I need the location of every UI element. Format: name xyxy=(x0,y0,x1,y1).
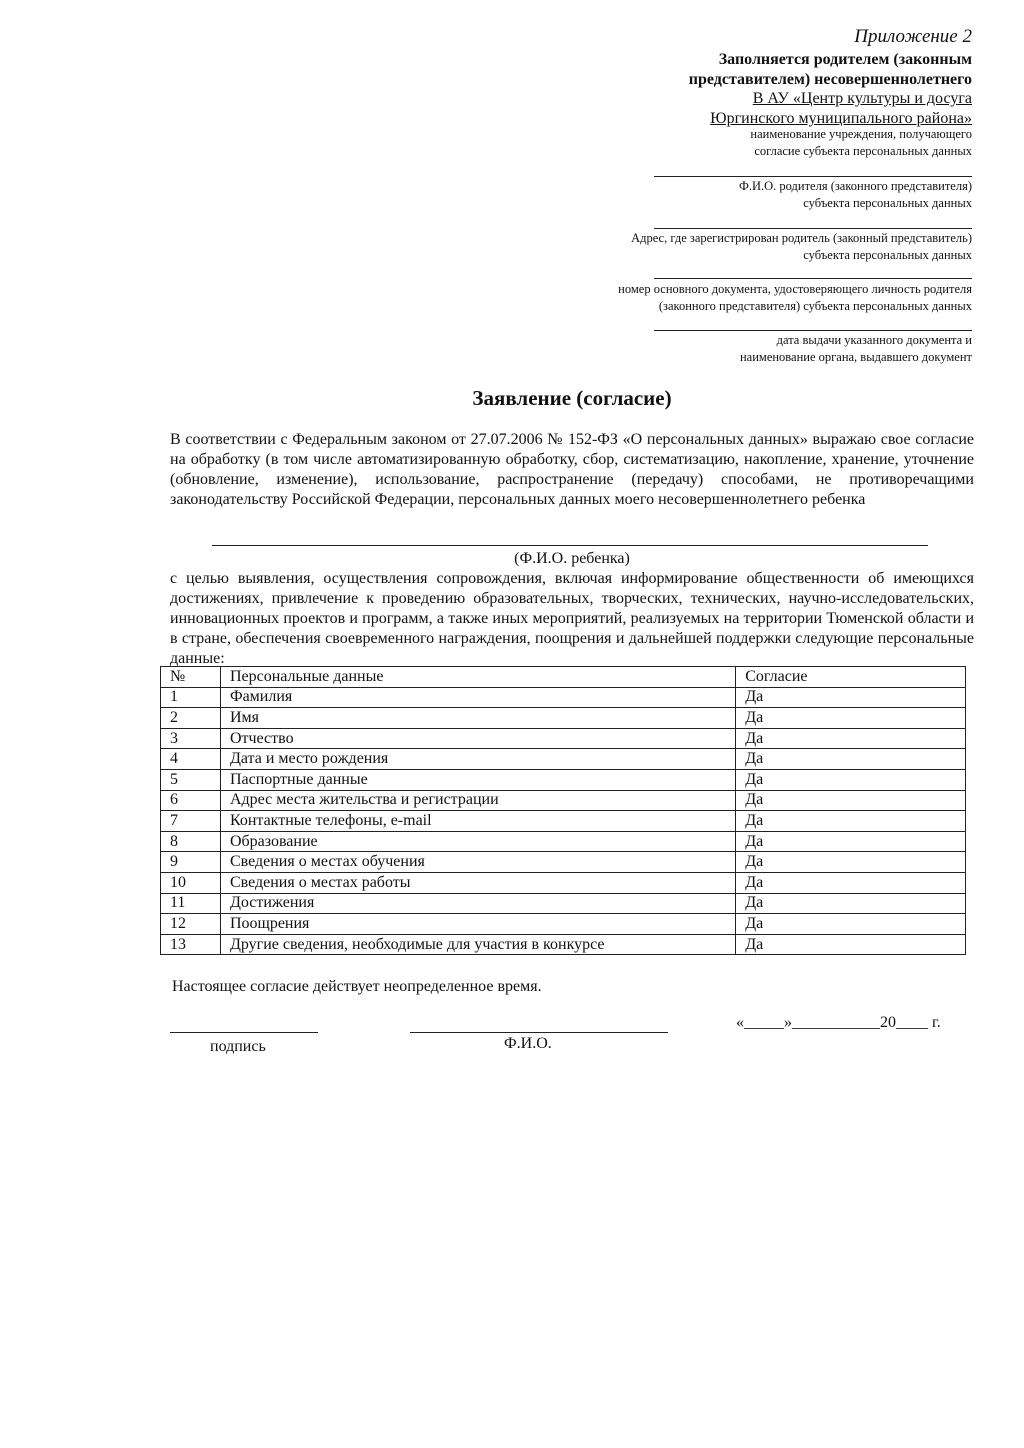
table-row xyxy=(161,934,966,955)
date-field: «_____»___________20____ г. xyxy=(736,1014,941,1031)
row-consent: Да xyxy=(736,749,966,770)
institution-caption-line-1: наименование учреждения, получающего xyxy=(750,127,972,141)
fill-by-line-2: представителем) несовершеннолетнего xyxy=(688,71,972,88)
row-number: 7 xyxy=(161,811,221,832)
row-number: 3 xyxy=(161,728,221,749)
table-row xyxy=(161,872,966,893)
table-row xyxy=(161,749,966,770)
address-caption-line-1: Адрес, где зарегистрирован родитель (законный представитель) xyxy=(631,231,972,245)
full-name-caption: Ф.И.О. xyxy=(504,1035,552,1052)
document-caption-line-2: (законного представителя) субъекта персональных данных xyxy=(658,299,972,313)
document-caption-line-1: номер основного документа, удостоверяющего личность родителя xyxy=(618,282,972,296)
table-row xyxy=(161,708,966,729)
table-header-row xyxy=(161,667,966,688)
issue-date-line xyxy=(654,330,972,331)
table-row xyxy=(161,790,966,811)
row-data-item: Фамилия xyxy=(220,687,735,708)
table-row xyxy=(161,687,966,708)
column-header-consent: Согласие xyxy=(736,667,966,688)
row-consent: Да xyxy=(736,687,966,708)
column-header-number: № xyxy=(161,667,221,688)
row-number: 8 xyxy=(161,831,221,852)
row-data-item: Образование xyxy=(220,831,735,852)
row-data-item: Сведения о местах работы xyxy=(220,872,735,893)
address-caption xyxy=(631,230,972,264)
parent-name-caption-line-1: Ф.И.О. родителя (законного представителя) xyxy=(738,179,972,193)
row-data-item: Отчество xyxy=(220,728,735,749)
validity-statement: Настоящее согласие действует неопределенное время. xyxy=(172,978,542,995)
table-row xyxy=(161,914,966,935)
appendix-number: Приложение 2 xyxy=(854,26,972,47)
signature-line xyxy=(170,1032,318,1033)
row-data-item: Поощрения xyxy=(220,914,735,935)
row-number: 13 xyxy=(161,934,221,955)
row-number: 4 xyxy=(161,749,221,770)
row-data-item: Достижения xyxy=(220,893,735,914)
row-consent: Да xyxy=(736,790,966,811)
document-title: Заявление (согласие) xyxy=(472,386,672,410)
row-consent: Да xyxy=(736,872,966,893)
row-consent: Да xyxy=(736,831,966,852)
row-consent: Да xyxy=(736,934,966,955)
parent-name-caption xyxy=(739,178,972,212)
document-number-line xyxy=(654,278,972,279)
table-row xyxy=(161,728,966,749)
row-data-item: Адрес места жительства и регистрации xyxy=(220,790,735,811)
row-data-item: Паспортные данные xyxy=(220,769,735,790)
parent-name-line xyxy=(654,176,972,177)
row-consent: Да xyxy=(736,914,966,935)
row-number: 1 xyxy=(161,687,221,708)
table-row xyxy=(161,811,966,832)
row-number: 6 xyxy=(161,790,221,811)
issue-caption-line-1: дата выдачи указанного документа и xyxy=(776,333,972,347)
parent-name-caption-line-2: субъекта персональных данных xyxy=(803,196,972,210)
table-row xyxy=(161,893,966,914)
issue-caption-line-2: наименование органа, выдавшего документ xyxy=(739,350,972,364)
row-number: 10 xyxy=(161,872,221,893)
child-name-line xyxy=(212,545,928,546)
table-row xyxy=(161,769,966,790)
row-consent: Да xyxy=(736,852,966,873)
row-number: 12 xyxy=(161,914,221,935)
row-number: 11 xyxy=(161,893,221,914)
row-consent: Да xyxy=(736,728,966,749)
institution-line-1: В АУ «Центр культуры и досуга xyxy=(752,90,972,107)
row-number: 5 xyxy=(161,769,221,790)
row-data-item: Контактные телефоны, e-mail xyxy=(220,811,735,832)
row-data-item: Другие сведения, необходимые для участия в конкурсе xyxy=(220,934,735,955)
full-name-line xyxy=(410,1032,668,1033)
child-name-caption: (Ф.И.О. ребенка) xyxy=(514,550,630,567)
row-number: 2 xyxy=(161,708,221,729)
institution-caption-line-2: согласие субъекта персональных данных xyxy=(754,144,972,158)
table-row xyxy=(161,852,966,873)
address-caption-line-2: субъекта персональных данных xyxy=(803,248,972,262)
fill-by-line-1: Заполняется родителем (законным xyxy=(718,51,972,68)
row-consent: Да xyxy=(736,708,966,729)
fill-by-note xyxy=(689,50,972,90)
institution-name xyxy=(710,89,972,129)
personal-data-table xyxy=(160,666,966,955)
issue-caption xyxy=(740,332,972,366)
column-header-data: Персональные данные xyxy=(220,667,735,688)
institution-caption xyxy=(750,126,972,160)
table-row xyxy=(161,831,966,852)
institution-line-2: Юргинского муниципального района» xyxy=(710,110,972,127)
row-data-item: Дата и место рождения xyxy=(220,749,735,770)
consent-paragraph: В соответствии с Федеральным законом от 27.07.2006 № 152-ФЗ «О персональных данных» выражаю свое согласие на обработку (в том числе автоматизированную обработку, сбор, систематизацию, накопление, хранение, уточнение (обновление, изменение), использование, распространение (передачу) способами, не противоречащими законодательству Российской Федерации, персональных данных моего несовершеннолетнего ребенка xyxy=(170,431,974,508)
row-consent: Да xyxy=(736,893,966,914)
row-data-item: Имя xyxy=(220,708,735,729)
document-caption xyxy=(618,281,972,315)
row-number: 9 xyxy=(161,852,221,873)
row-consent: Да xyxy=(736,811,966,832)
address-line xyxy=(654,228,972,229)
row-data-item: Сведения о местах обучения xyxy=(220,852,735,873)
row-consent: Да xyxy=(736,769,966,790)
purpose-paragraph: с целью выявления, осуществления сопровождения, включая информирование общественности об имеющихся достижениях, привлечение к проведению образовательных, творческих, технических, научно-исследовательских, инновационных проектов и программ, а также иных мероприятий, реализуемых на территории Тюменской области и в стране, обеспечения своевременного награждения, поощрения и дальнейшей поддержки следующие персональные данные: xyxy=(170,570,974,667)
signature-caption: подпись xyxy=(210,1038,266,1055)
